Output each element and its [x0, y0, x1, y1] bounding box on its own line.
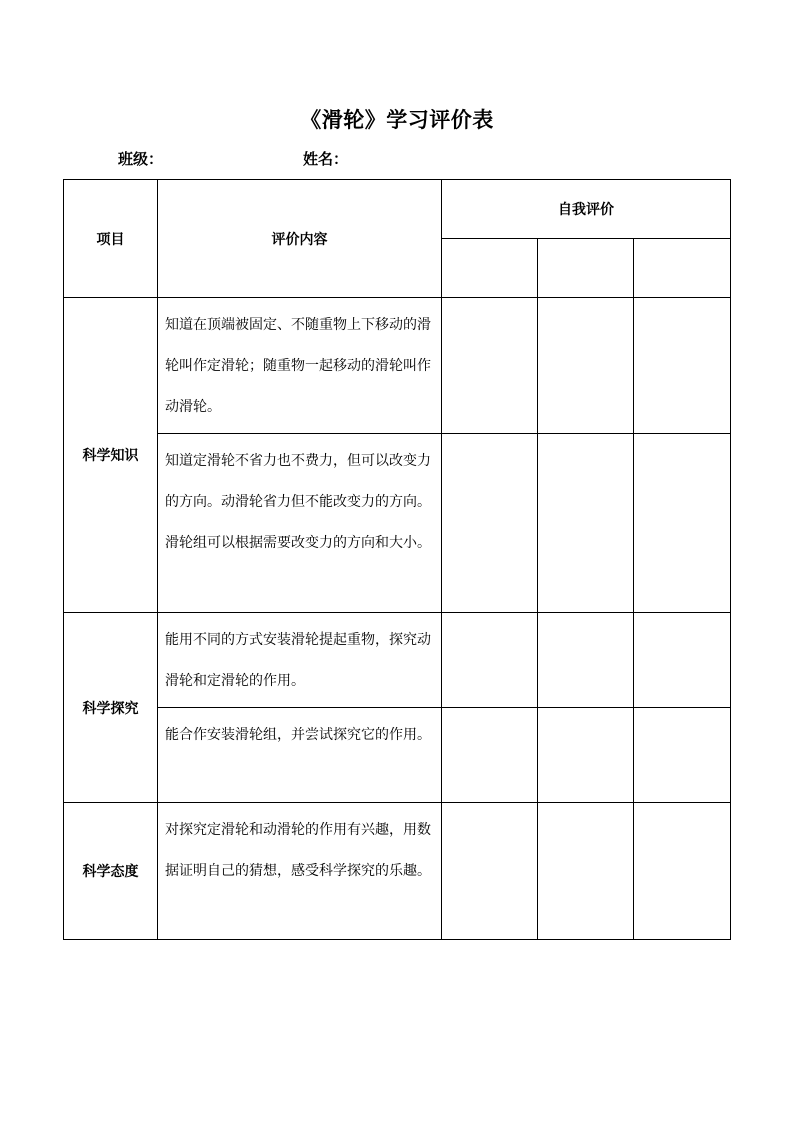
evaluation-table — [63, 179, 731, 940]
rating-cell[interactable] — [538, 434, 634, 613]
name-label: 姓名： — [303, 150, 349, 168]
class-label: 班级： — [118, 150, 164, 168]
category-cell: 科学知识 — [64, 298, 158, 613]
rating-cell[interactable] — [442, 434, 538, 613]
content-cell — [158, 298, 442, 434]
content-cell — [158, 434, 442, 613]
content-text: 对探究定滑轮和动滑轮的作用有兴趣，用数据证明自己的猜想，感受科学探究的乐趣。 — [165, 822, 431, 879]
rating-cell[interactable] — [538, 298, 634, 434]
table-row — [64, 613, 731, 708]
header-self-eval: 自我评价 — [442, 180, 731, 239]
rating-cell[interactable] — [442, 708, 538, 803]
rating-cell[interactable] — [538, 803, 634, 940]
header-content: 评价内容 — [158, 180, 442, 298]
rating-cell[interactable] — [442, 613, 538, 708]
rating-cell[interactable] — [634, 434, 731, 613]
self-eval-cell[interactable] — [442, 239, 538, 298]
table-header-row — [64, 180, 731, 239]
content-cell — [158, 803, 442, 940]
rating-cell[interactable] — [634, 803, 731, 940]
content-text: 知道在顶端被固定、不随重物上下移动的滑轮叫作定滑轮；随重物一起移动的滑轮叫作动滑轮。 — [165, 317, 431, 415]
rating-cell[interactable] — [634, 613, 731, 708]
table-row — [64, 708, 731, 803]
table-row — [64, 298, 731, 434]
rating-cell[interactable] — [538, 613, 634, 708]
page-title: 《滑轮》学习评价表 — [300, 108, 494, 132]
self-eval-cell[interactable] — [634, 239, 731, 298]
rating-cell[interactable] — [442, 298, 538, 434]
rating-cell[interactable] — [634, 298, 731, 434]
category-cell: 科学态度 — [64, 803, 158, 940]
content-text: 能合作安装滑轮组，并尝试探究它的作用。 — [165, 727, 431, 743]
rating-cell[interactable] — [634, 708, 731, 803]
content-text: 能用不同的方式安装滑轮提起重物，探究动滑轮和定滑轮的作用。 — [165, 632, 431, 689]
content-cell — [158, 613, 442, 708]
content-cell — [158, 708, 442, 803]
rating-cell[interactable] — [538, 708, 634, 803]
self-eval-cell[interactable] — [538, 239, 634, 298]
category-cell: 科学探究 — [64, 613, 158, 803]
rating-cell[interactable] — [442, 803, 538, 940]
header-item: 项目 — [64, 180, 158, 298]
table-row — [64, 434, 731, 613]
table-row — [64, 803, 731, 940]
content-text: 知道定滑轮不省力也不费力，但可以改变力的方向。动滑轮省力但不能改变力的方向。滑轮组可以根据需要改变力的方向和大小。 — [165, 453, 431, 551]
